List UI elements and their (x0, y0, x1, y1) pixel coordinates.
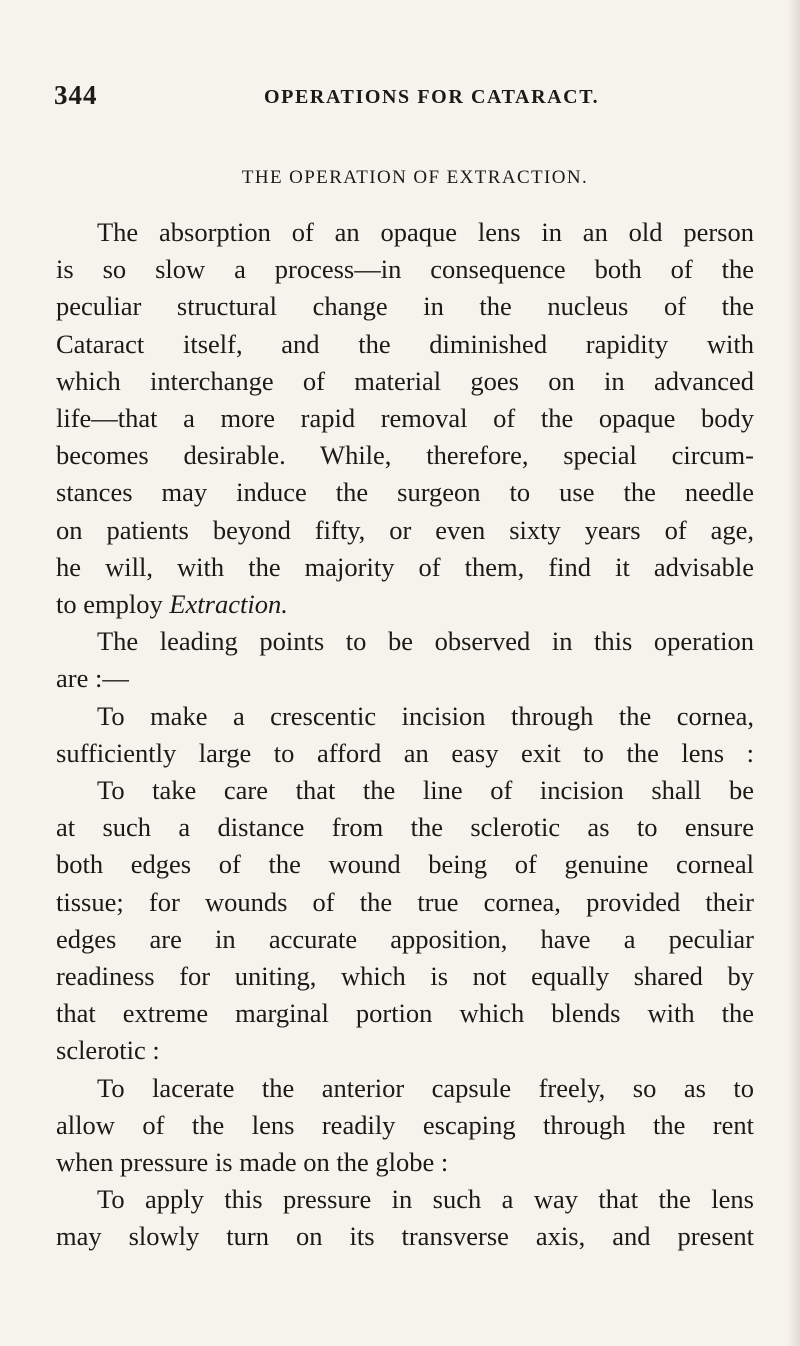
text-line: Cataract itself, and the diminished rapidity with (56, 328, 754, 359)
section-heading: THE OPERATION OF EXTRACTION. (241, 167, 589, 188)
text-line: edges are in accurate apposition, have a peculiar (56, 923, 754, 954)
running-head (54, 80, 754, 120)
text-line: at such a distance from the sclerotic as to ensure (56, 812, 754, 843)
text-line: may slowly turn on its transverse axis, and present (56, 1221, 754, 1252)
text-line: readiness for uniting, which is not equally shared by (56, 961, 754, 992)
text-line (56, 586, 754, 623)
running-title: OPERATIONS FOR CATARACT. (264, 86, 600, 108)
text-line: sclerotic : (56, 1035, 160, 1066)
text-line: when pressure is made on the globe : (56, 1147, 449, 1178)
text-line: both edges of the wound being of genuine corneal (56, 849, 754, 880)
text-line: are :— (56, 663, 129, 694)
text-line: tissue; for wounds of the true cornea, provided their (56, 886, 754, 917)
extraction-italic: Extraction. (169, 589, 288, 620)
employ-prefix: to employ (56, 589, 170, 620)
text-line: he will, with the majority of them, find it advisable (56, 551, 754, 582)
text-line: which interchange of material goes on in advanced (56, 365, 754, 396)
text-line: becomes desirable. While, therefore, special circum- (56, 440, 754, 471)
text-line: sufficiently large to afford an easy exit to the lens : (56, 737, 754, 768)
page-number: 344 (54, 80, 98, 110)
text-line: is so slow a process—in consequence both of the (56, 254, 754, 285)
text-line: allow of the lens readily escaping through the rent (56, 1109, 754, 1140)
page-edge-shadow (788, 0, 800, 1346)
text-line: on patients beyond fifty, or even sixty years of age, (56, 514, 754, 545)
text-line: To make a crescentic incision through the cornea, (97, 700, 754, 731)
text-line: To apply this pressure in such a way that the lens (97, 1184, 754, 1215)
text-line: that extreme marginal portion which blends with the (56, 998, 754, 1029)
text-line: The leading points to be observed in this operation (97, 626, 754, 657)
text-line: To take care that the line of incision shall be (97, 775, 754, 806)
text-line: The absorption of an opaque lens in an old person (97, 217, 754, 247)
text-line: To lacerate the anterior capsule freely, so as to (97, 1072, 754, 1103)
text-line: peculiar structural change in the nucleus of the (56, 291, 754, 322)
body-text (56, 214, 754, 1256)
text-line: life—that a more rapid removal of the opaque body (56, 403, 754, 434)
text-line: stances may induce the surgeon to use the needle (56, 477, 754, 508)
